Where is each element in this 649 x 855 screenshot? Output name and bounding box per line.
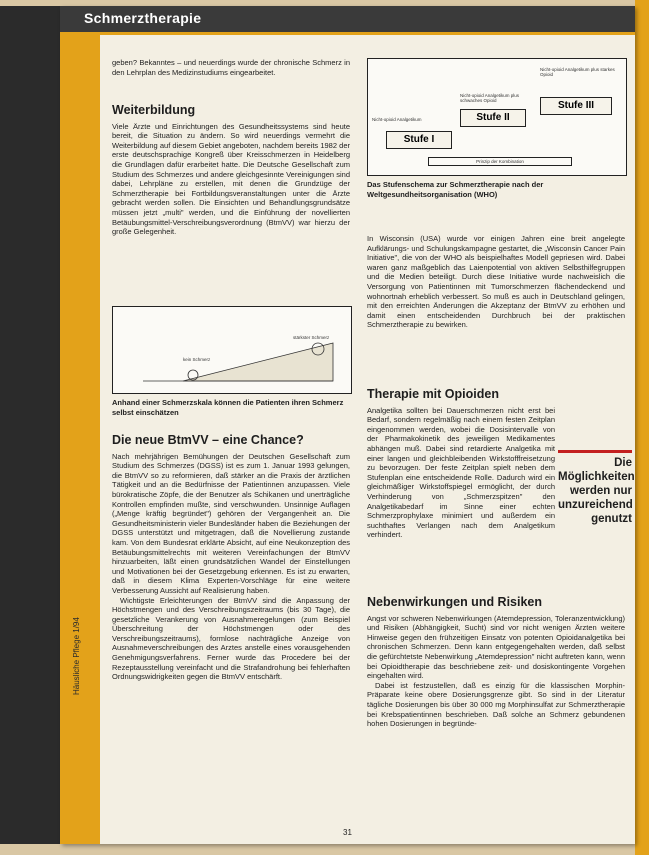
section-nebenwirkungen xyxy=(367,595,625,729)
pain-scale-caption: Anhand einer Schmerzskala können die Patienten ihren Schmerz selbst einschätzen xyxy=(112,398,344,417)
note-stufe-2: Nicht-opioid Analgetikum plus schwaches Opioid xyxy=(460,93,520,104)
pain-scale-figure xyxy=(112,306,352,394)
paragraph-opioide: Analgetika sollten bei Dauerschmerzen nicht erst bei Bedarf, sondern regelmäßig nach einem festen Zeitplan eingenommen werden, wobei die Dosisintervalle von der Pharmakokinetik des jeweiligen Medikamentes abhängen muß. Dabei sind retardierte Analgetika mit einer langen und gleichbleibenden Wirkstofffreisetzung zu bevorzugen. Der feste Zeitplan spielt neben dem Stufenplan eine entscheidende Rolle. Dadurch wird ein gleichmäßiger Wirkstoffspiegel ermöglicht, der durch Verhinderung von „Schmerzspitzen" den Analgetikabedarf im Sinne einer echten Schmerzprophylaxe minimiert und außerdem ein suchthaftes Verlangen nach dem Analgetikum verhindert. xyxy=(367,405,555,540)
who-bottom-label: Prinzip der Kombination xyxy=(428,157,572,166)
heading-opioide: Therapie mit Opioiden xyxy=(367,387,499,401)
who-stufenschema-figure xyxy=(367,58,627,176)
page-edge xyxy=(635,0,649,855)
paragraph-wisconsin: In Wisconsin (USA) wurde vor einigen Jahren eine breit angelegte Aufklärungs- und Schulungskampagne gestartet, die „Wisconsin Cancer Pain Initiative", die von der WHO als beispielhaftes Modell gepriesen wird. Dabei waren ganz maßgeblich das Laienpotential von aktiven Selbsthilfegruppen und die Medien beteiligt. Durch diese Initiative wurde nachweislich die Versorgung von Patientinnen mit Tumorschmerzen flächendeckend und wohnortnah erheblich verbessert. So muß es auch in Deutschland gelingen, mit den erreichten Änderungen die Akzeptanz der BtmVV zu erhöhen und damit einen entscheidenden Durchbruch bei der praktischen Schmerztherapie zu bewirken. xyxy=(367,234,625,330)
heading-btmvv: Die neue BtmVV – eine Chance? xyxy=(112,433,304,447)
stufe-1-box: Stufe I xyxy=(386,131,452,149)
magazine-page xyxy=(60,6,635,844)
left-margin-band xyxy=(60,35,100,844)
label-max-pain: stärkster Schmerz xyxy=(293,335,330,340)
label-no-pain: kein Schmerz xyxy=(183,357,211,362)
heading-nebenwirkungen: Nebenwirkungen und Risiken xyxy=(367,595,543,609)
pain-scale-graphic xyxy=(113,307,351,393)
publication-label: Häusliche Pflege 1/94 xyxy=(72,617,81,695)
section-btmvv xyxy=(112,433,350,682)
paragraph-weiterbildung: Viele Ärzte und Einrichtungen des Gesundheitssystems sind heute bereit, die Situation zu ändern. So wird neuerdings vermehrt die Weiterbildung auf diesem Gebiet angeboten, nachdem bereits 1982 der erste deutschsprachige Kongreß über Kreisschmerzen in Heidelberg die Grundlagen dafür erarbeitet hatte. Die Deutsche Gesellschaft zum Studium des Schmerzes und andere gleichgesinnte Vereinigungen sind dabei, Lehrpläne zu erstellen, mit denen die Grundzüge der Schmerztherapie bei Fortbildungsveranstaltungen unter die Ärzte gebracht werden sollen. Die Einsichten und Behandlungsgrundsätze müssen jetzt „multi" werden, und die Einführung der novellierten Betäubungsmittel-Verschreibungsverordnung (BtmVV) war hierzu der große Gelegenheit. xyxy=(112,121,350,237)
heading-weiterbildung: Weiterbildung xyxy=(112,103,196,117)
pull-quote: Die Möglichkeiten werden nur unzureichend genutzt xyxy=(558,450,632,526)
paragraph-btmvv-2: Wichtigste Erleichterungen der BtmVV sind die Anpassung der Höchstmengen und des Verschreibungszeitraums (bis 30 Tage), die gesetzliche Verankerung von Ausnahmeregelungen (zum Beispiel Überschreitung der Höchstmengen oder des Verschreibungszeitraums), formlose nachträgliche Anzeige von Ausnahmeverschreibungen des Arztes anstelle eines vorausgehenden Genehmigungsverfahrens. Ferner wurde das Procedere bei der Rezeptausstellung vereinfacht und die Strafandrohung bei fehlerhaften Ordnungswidrigkeiten gegen die BtmVV entschärft. xyxy=(112,595,350,682)
book-spine xyxy=(0,6,60,844)
who-caption: Das Stufenschema zur Schmerztherapie nach der Weltgesundheitsorganisation (WHO) xyxy=(367,180,544,199)
paragraph-btmvv-1: Nach mehrjährigen Bemühungen der Deutschen Gesellschaft zum Studium des Schmerzes (DGSS) ist es zum 1. Januar 1993 gelungen, die BtmVV so zu reformieren, daß stärker an die Praxis der ärztlichen Tätigkeit und an die Bedürfnisse der Patientinnen anzupassen. Viele bürokratische Zöpfe, die der Benutzer als Schikanen und unerträgliche Kontrollen empfinden mußte, sind verschwunden. Unsinnige Auflagen („Menge kräftig begründet") gehören der Vergangenheit an. Die Gesundheitsministerin vieler Bundesländer haben die Beziehungen der DGSS unterstützt und mitgetragen, daß die Novellierung zustande kam. Von dem Bundesrat erklärte Absicht, auf eine Neukonzeption des Betäubungsmittelrechts mit weiteren Vereinfachungen der BtmVV hinzuarbeiten, läßt einen grundsätzlichen Wandel der Einstellungen und Motivationen bei der Gesetzgebung erkennen. Es ist zu erwarten, daß in diesem Klima Experten-Vorschläge für eine weitere Verbesserung Aussicht auf Realisierung haben. xyxy=(112,451,350,595)
section-weiterbildung xyxy=(112,103,350,237)
intro-paragraph: geben? Bekanntes – und neuerdings wurde der chronische Schmerz in den Lehrplan des Medizinstudiums eingearbeitet. xyxy=(112,58,350,77)
note-stufe-3: Nicht-opioid Analgetikum plus starkes Opioid xyxy=(540,67,615,78)
page-number: 31 xyxy=(343,828,352,837)
header-bar xyxy=(60,6,635,35)
note-stufe-1: Nicht-opioid Analgetikum xyxy=(372,117,422,122)
section-title: Schmerztherapie xyxy=(84,10,202,26)
paragraph-nebenwirkungen-2: Dabei ist festzustellen, daß es einzig für die klassischen Morphin-Präparate keine obere Dosierungsgrenze gibt. So sind in der Literatur tägliche Dosierungen bis über 30 000 mg Morphinsulfat zur Schmerztherapie bei Krebspatientinnen beschrieben. Daß solche an Schmerz gebundenen hohen Dosierungen in begründe- xyxy=(367,680,625,729)
stufe-2-box: Stufe II xyxy=(460,109,526,127)
paragraph-nebenwirkungen-1: Angst vor schweren Nebenwirkungen (Atemdepression, Toleranzentwicklung) und Risiken (Abhängigkeit, Sucht) sind vor nicht wenigen Ärzten weitere Hinweise gegen den frühzeitigen Einsatz von potenten Opioidanalgetika bei chronischen Schmerzen. Denn kann entgegengehalten werden, daß selbst die gefürchtetste Nebenwirkung „Atemdepression" nicht auftreten kann, wenn bei Opioidtherapie das beschriebene zeit- und dosiskontingente Vorgehen eingehalten wird. xyxy=(367,613,625,681)
stufe-3-box: Stufe III xyxy=(540,97,612,115)
